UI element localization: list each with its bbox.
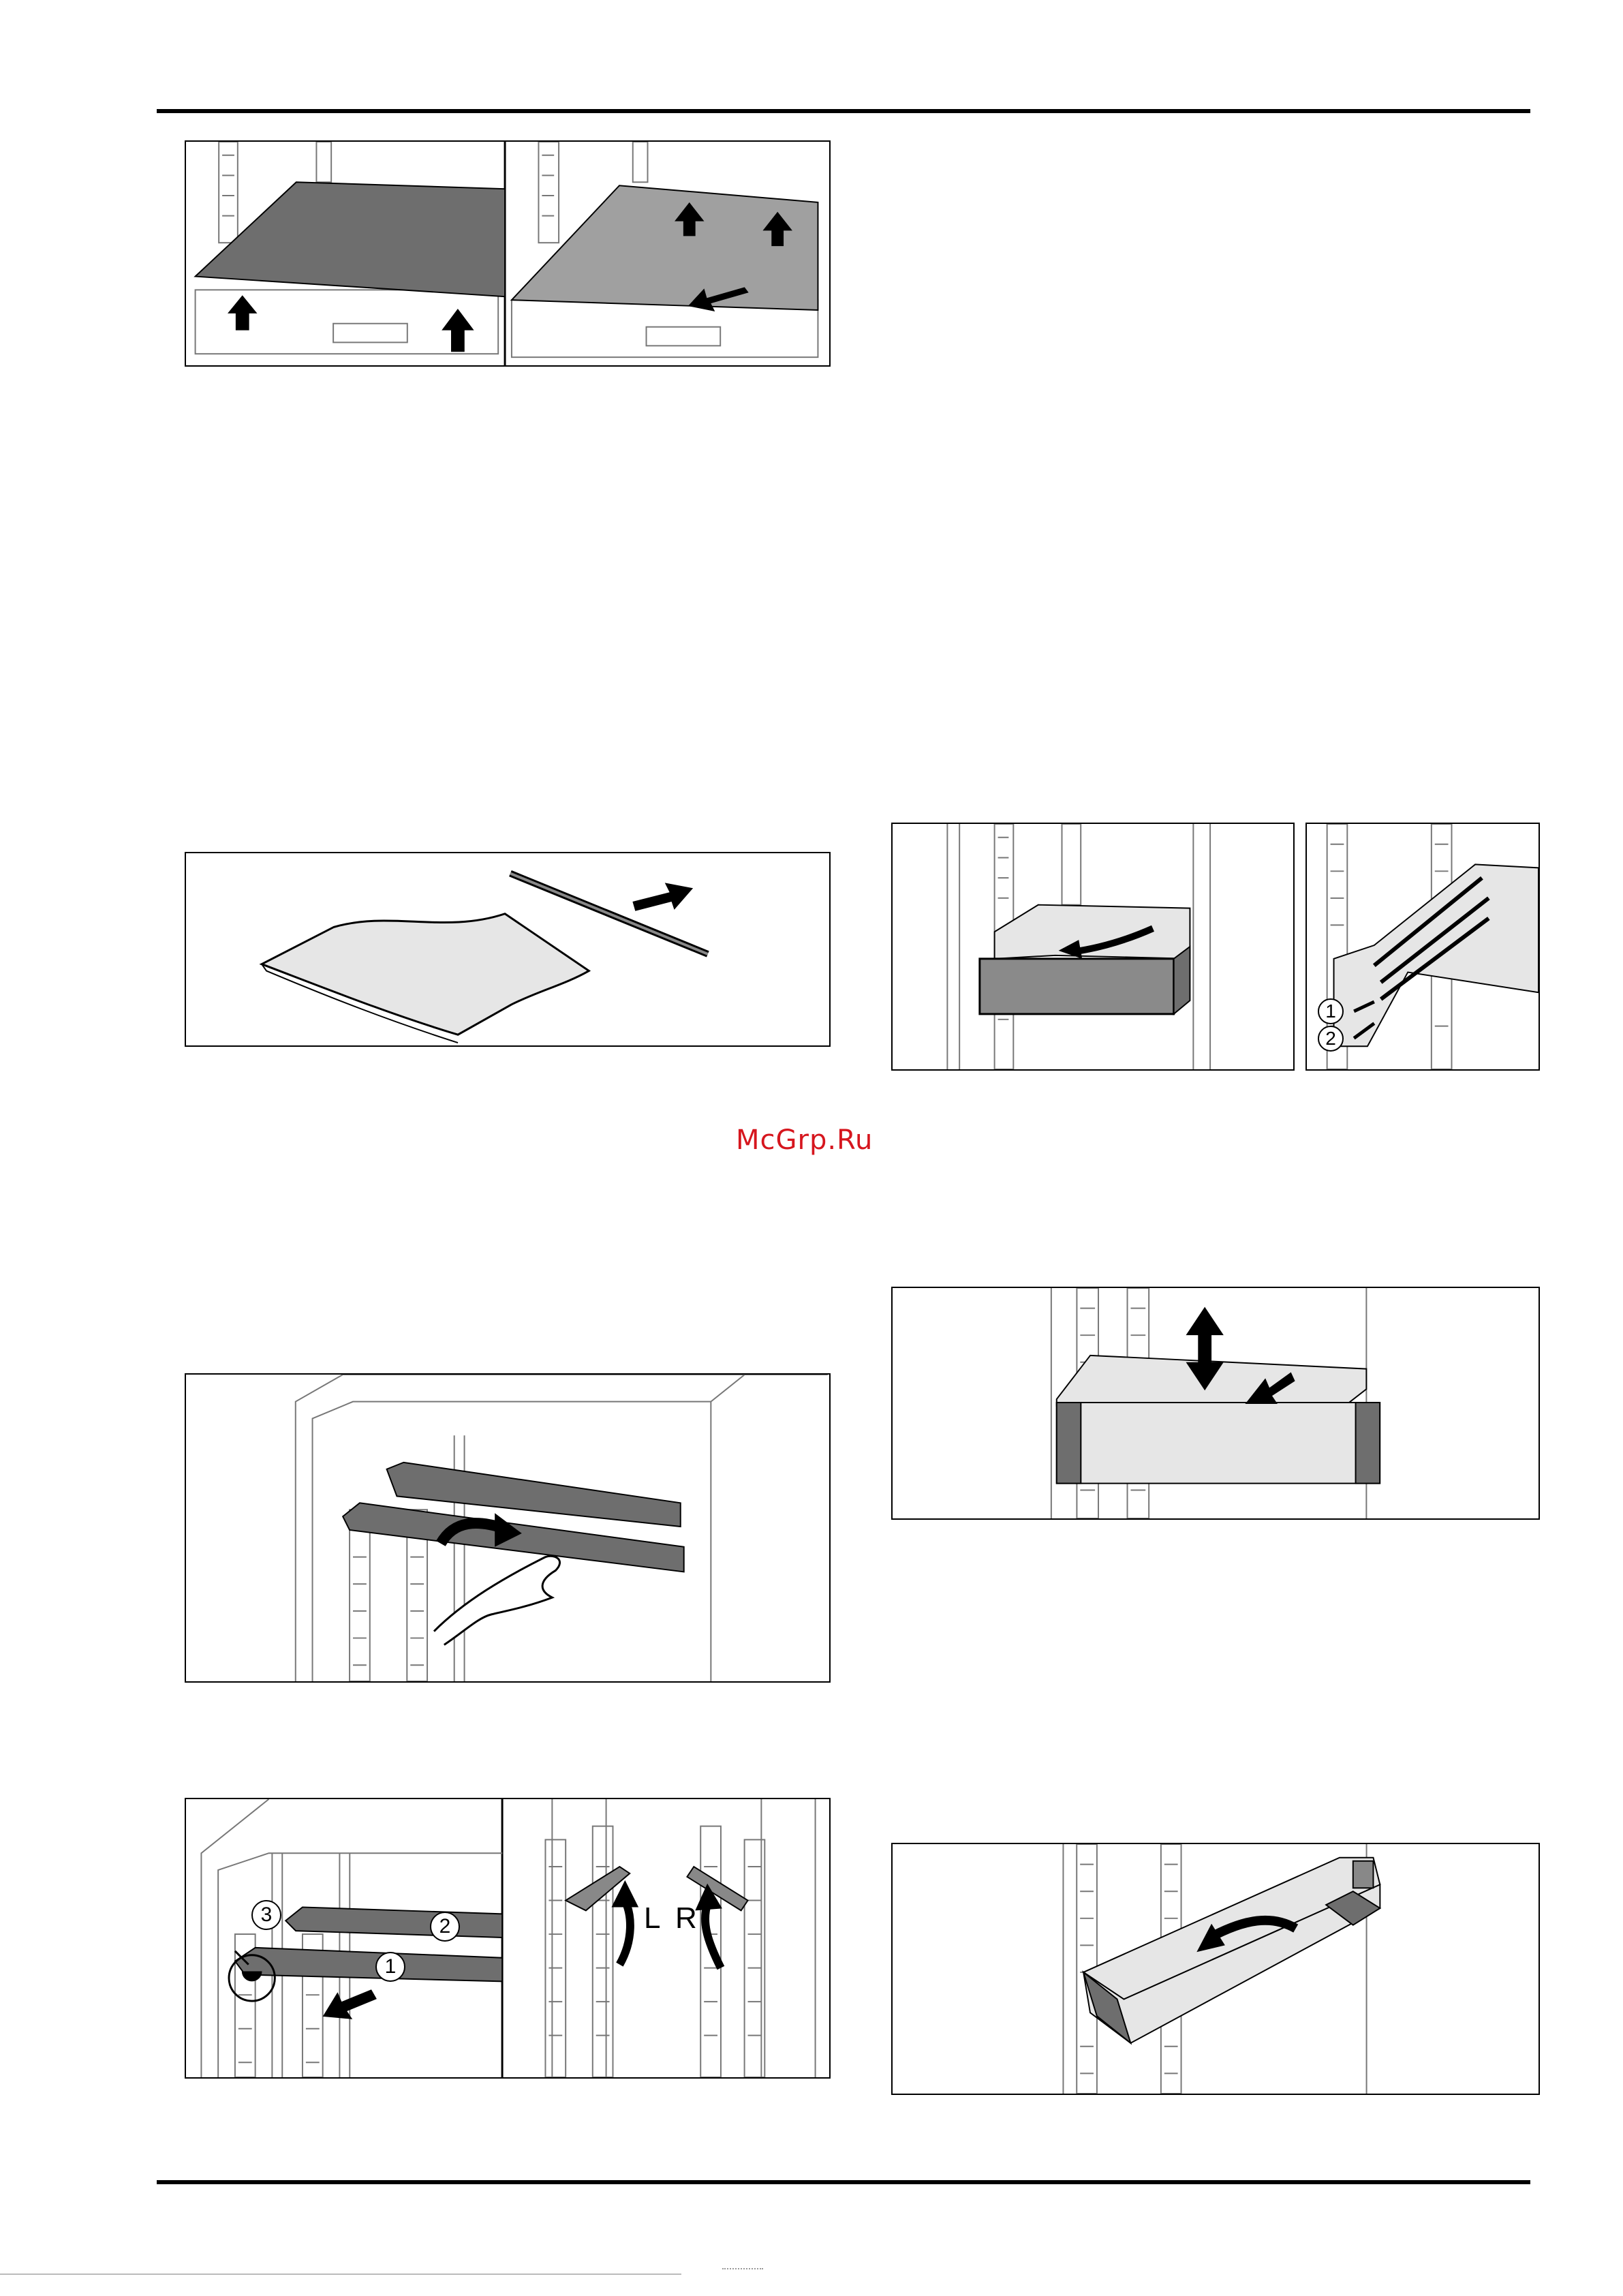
- figure-shelf-removal: [185, 140, 831, 367]
- header-rule: [157, 109, 1530, 113]
- footer-scan-line: [0, 2274, 681, 2275]
- figure-drawer-removal-drawing: [893, 824, 1293, 1069]
- figure-shelf-trim-drawing: [186, 853, 829, 1045]
- figure-shelf-trim: [185, 852, 831, 1047]
- callout-1: 1: [1318, 998, 1344, 1024]
- figure-drawer-runners: [1305, 823, 1540, 1071]
- callout-3: 3: [251, 1900, 281, 1930]
- figure-shelf-supports: [185, 1798, 831, 2079]
- watermark: McGrp.Ru: [736, 1124, 874, 1156]
- figure-drawer-tilt-drawing: [893, 1844, 1539, 2094]
- callout-2: 2: [1318, 1026, 1344, 1052]
- figure-drawer-tilt: [891, 1843, 1540, 2095]
- figure-shelf-supports-drawing: [186, 1799, 829, 2077]
- figure-shelf-slide-in: [185, 1373, 831, 1683]
- figure-drawer-removal: [891, 823, 1295, 1071]
- figure-drawer-insert: [891, 1287, 1540, 1520]
- figure-drawer-insert-drawing: [893, 1288, 1539, 1518]
- side-label-right: R: [675, 1901, 697, 1935]
- figure-shelf-removal-drawing: [186, 142, 829, 365]
- side-label-left: L: [644, 1901, 661, 1935]
- figure-shelf-slide-in-drawing: [186, 1375, 829, 1681]
- footer-rule: [157, 2180, 1530, 2184]
- callout-1: 1: [375, 1952, 405, 1982]
- callout-2: 2: [430, 1912, 460, 1942]
- footer-scan-mark: [722, 2268, 763, 2274]
